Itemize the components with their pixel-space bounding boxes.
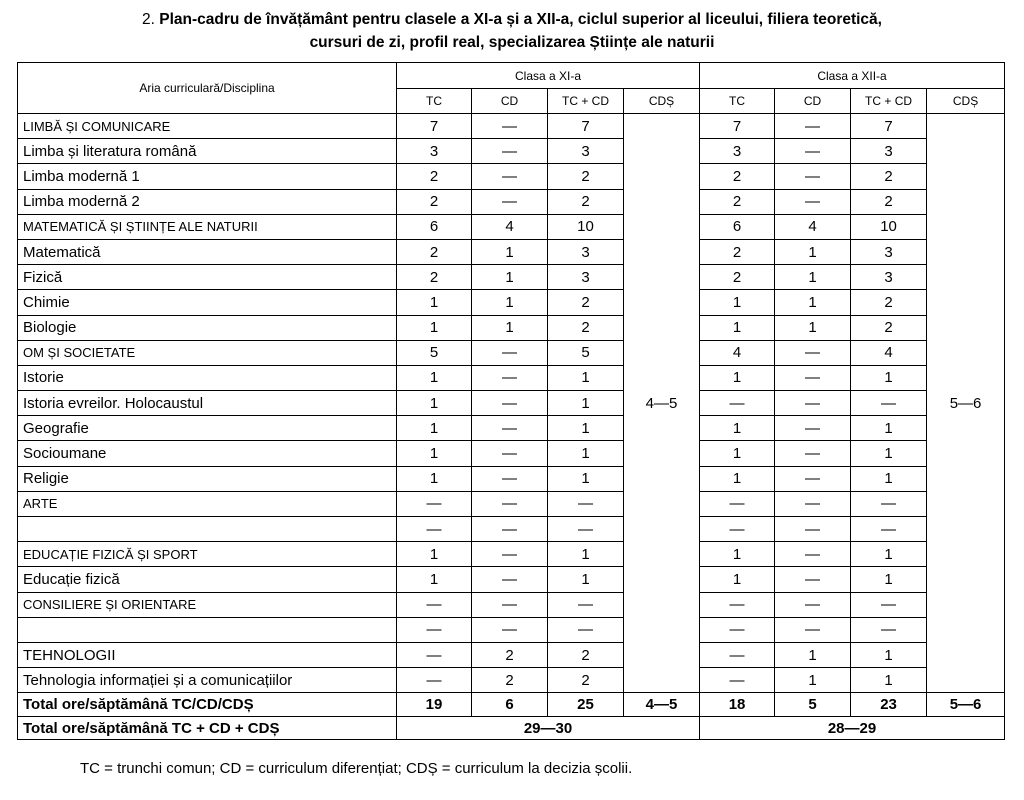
table-row [18, 642, 1005, 667]
total-label-2: Total ore/săptămână TC + CD + CDȘ [18, 717, 397, 740]
cell-value: 1 [700, 441, 775, 466]
cell-value: 3 [700, 139, 775, 164]
cell-value: 4 [851, 340, 927, 365]
cell-value: 1 [548, 391, 624, 416]
cell-value: 2 [548, 642, 624, 667]
discipline-name: Geografie [18, 416, 397, 441]
discipline-name: Religie [18, 466, 397, 491]
title-line-1 [0, 8, 1024, 31]
cell-value: 7 [851, 114, 927, 139]
cell-value: — [397, 642, 472, 667]
cell-value: — [472, 617, 548, 642]
cell-value: 1 [851, 365, 927, 390]
header-col: CD [775, 89, 851, 114]
table-row [18, 592, 1005, 617]
cell-value: 1 [700, 542, 775, 567]
table-row [18, 542, 1005, 567]
header-col: TC [397, 89, 472, 114]
discipline-name: Educație fizică [18, 567, 397, 592]
cell-value: — [700, 668, 775, 693]
cell-value: 2 [397, 239, 472, 264]
cell-value: 1 [775, 668, 851, 693]
cell-value: 6 [397, 214, 472, 239]
cell-value: 3 [548, 239, 624, 264]
title-text-1: Plan-cadru de învățământ pentru clasele a XI-a și a XII-a, ciclul superior al liceului, filiera teoretică, [159, 11, 882, 28]
cell-value: — [472, 114, 548, 139]
cell-value: 1 [851, 542, 927, 567]
cell-value: — [775, 592, 851, 617]
table-row [18, 265, 1005, 290]
cell-value: 2 [700, 164, 775, 189]
cell-value: — [775, 517, 851, 542]
table-row [18, 164, 1005, 189]
cell-value: 1 [700, 466, 775, 491]
cell-value: — [472, 441, 548, 466]
total-value: 5—6 [927, 693, 1005, 717]
cell-value: 2 [700, 239, 775, 264]
discipline-name: Istoria evreilor. Holocaustul [18, 391, 397, 416]
cell-value: 7 [397, 114, 472, 139]
cell-value: — [397, 617, 472, 642]
table-row [18, 114, 1005, 139]
total-value: 6 [472, 693, 548, 717]
total-value: 18 [700, 693, 775, 717]
cell-value: — [397, 491, 472, 516]
cell-value: 3 [397, 139, 472, 164]
discipline-name [18, 617, 397, 642]
table-row [18, 315, 1005, 340]
document-title [0, 8, 1024, 54]
cell-value: 6 [700, 214, 775, 239]
total-class-12: 28—29 [700, 717, 1005, 740]
header-col: TC [700, 89, 775, 114]
cell-value: 2 [548, 164, 624, 189]
discipline-name: Socioumane [18, 441, 397, 466]
cell-value: 1 [397, 315, 472, 340]
cell-value: — [472, 391, 548, 416]
cell-value: — [775, 542, 851, 567]
cell-value: — [472, 542, 548, 567]
cell-value: 2 [548, 189, 624, 214]
discipline-name: Chimie [18, 290, 397, 315]
table-row [18, 567, 1005, 592]
cell-value: — [775, 114, 851, 139]
cell-value: 5 [397, 340, 472, 365]
cell-value: — [775, 139, 851, 164]
header-col: TC + CD [851, 89, 927, 114]
cell-value: 1 [472, 290, 548, 315]
table-row [18, 391, 1005, 416]
cell-value: — [851, 391, 927, 416]
cell-value: — [775, 441, 851, 466]
cell-value: — [472, 517, 548, 542]
cell-value: — [775, 340, 851, 365]
cell-value: 1 [397, 365, 472, 390]
cell-value: 1 [700, 290, 775, 315]
cell-value: 1 [851, 668, 927, 693]
cell-value: 2 [851, 315, 927, 340]
cell-value: 3 [851, 139, 927, 164]
cell-value: 1 [397, 466, 472, 491]
cell-value: — [851, 592, 927, 617]
cell-value: 2 [548, 290, 624, 315]
cell-value: — [700, 592, 775, 617]
cell-value: 2 [851, 189, 927, 214]
cell-value: 1 [472, 315, 548, 340]
cell-value: 1 [851, 441, 927, 466]
cell-value: 3 [851, 239, 927, 264]
cell-value: — [472, 164, 548, 189]
header-col: TC + CD [548, 89, 624, 114]
table-row [18, 517, 1005, 542]
cell-value: 1 [775, 239, 851, 264]
cell-value: — [472, 466, 548, 491]
cell-value: 1 [397, 416, 472, 441]
discipline-name: Tehnologia informației și a comunicațiilor [18, 668, 397, 693]
table-row [18, 239, 1005, 264]
cell-value: 1 [775, 290, 851, 315]
cell-value: 2 [397, 164, 472, 189]
total-label-1: Total ore/săptămână TC/CD/CDȘ [18, 693, 397, 717]
cds-class-11: 4—5 [624, 114, 700, 693]
cell-value: — [472, 567, 548, 592]
cell-value: 2 [472, 668, 548, 693]
cell-value: — [548, 617, 624, 642]
cell-value: 2 [548, 315, 624, 340]
discipline-name [18, 517, 397, 542]
cell-value: 2 [700, 189, 775, 214]
cell-value: — [775, 416, 851, 441]
cds-class-12: 5—6 [927, 114, 1005, 693]
cell-value: — [775, 391, 851, 416]
cell-value: — [775, 617, 851, 642]
cell-value: 2 [851, 164, 927, 189]
cell-value: 1 [548, 441, 624, 466]
discipline-name: Matematică [18, 239, 397, 264]
discipline-name: CONSILIERE ȘI ORIENTARE [18, 592, 397, 617]
total-value: 19 [397, 693, 472, 717]
cell-value: — [775, 365, 851, 390]
total-class-11: 29—30 [397, 717, 700, 740]
cell-value: 10 [548, 214, 624, 239]
cell-value: — [700, 491, 775, 516]
cell-value: 5 [548, 340, 624, 365]
cell-value: 1 [548, 567, 624, 592]
cell-value: — [548, 517, 624, 542]
cell-value: 1 [700, 315, 775, 340]
cell-value: — [548, 491, 624, 516]
cell-value: — [700, 517, 775, 542]
cell-value: — [700, 617, 775, 642]
cell-value: 1 [775, 265, 851, 290]
title-number: 2. [142, 11, 155, 28]
cell-value: 4 [775, 214, 851, 239]
total-value: 25 [548, 693, 624, 717]
title-text-2: cursuri de zi, profil real, specializarea Științe ale naturii [309, 34, 715, 51]
cell-value: 1 [397, 391, 472, 416]
cell-value: 1 [851, 642, 927, 667]
header-class-11: Clasa a XI-a [397, 63, 700, 89]
cell-value: 4 [700, 340, 775, 365]
cell-value: — [548, 592, 624, 617]
discipline-name: TEHNOLOGII [18, 642, 397, 667]
total-row-1 [18, 693, 1005, 717]
total-value: 23 [851, 693, 927, 717]
curriculum-table [17, 62, 1005, 740]
cell-value: 1 [397, 567, 472, 592]
table-row [18, 139, 1005, 164]
cell-value: — [472, 491, 548, 516]
table-row [18, 466, 1005, 491]
table-row [18, 617, 1005, 642]
cell-value: — [775, 189, 851, 214]
cell-value: 1 [548, 416, 624, 441]
cell-value: — [775, 491, 851, 516]
cell-value: 10 [851, 214, 927, 239]
cell-value: — [851, 517, 927, 542]
cell-value: — [397, 592, 472, 617]
cell-value: — [472, 365, 548, 390]
cell-value: — [397, 517, 472, 542]
header-col: CDȘ [927, 89, 1005, 114]
discipline-name: Limba și literatura română [18, 139, 397, 164]
cell-value: 1 [397, 290, 472, 315]
cell-value: 2 [700, 265, 775, 290]
header-class-12: Clasa a XII-a [700, 63, 1005, 89]
cell-value: 1 [548, 365, 624, 390]
table-row [18, 416, 1005, 441]
cell-value: 3 [548, 265, 624, 290]
cell-value: 2 [397, 265, 472, 290]
cell-value: 1 [472, 239, 548, 264]
cell-value: 4 [472, 214, 548, 239]
header-area: Aria curriculară/Disciplina [18, 63, 397, 114]
cell-value: 1 [851, 567, 927, 592]
cell-value: 1 [775, 315, 851, 340]
cell-value: 7 [548, 114, 624, 139]
cell-value: 7 [700, 114, 775, 139]
total-row-2 [18, 717, 1005, 740]
discipline-name: Biologie [18, 315, 397, 340]
table-row [18, 290, 1005, 315]
total-value: 5 [775, 693, 851, 717]
cell-value: — [775, 466, 851, 491]
cell-value: — [775, 164, 851, 189]
header-col: CDȘ [624, 89, 700, 114]
cell-value: 2 [851, 290, 927, 315]
cell-value: 2 [548, 668, 624, 693]
cell-value: 1 [397, 441, 472, 466]
cell-value: — [775, 567, 851, 592]
discipline-name: Limba modernă 1 [18, 164, 397, 189]
cell-value: 1 [700, 365, 775, 390]
cell-value: 3 [548, 139, 624, 164]
discipline-name: Istorie [18, 365, 397, 390]
cell-value: 1 [775, 642, 851, 667]
cell-value: — [700, 391, 775, 416]
cell-value: 1 [548, 466, 624, 491]
cell-value: — [397, 668, 472, 693]
discipline-name: LIMBĂ ȘI COMUNICARE [18, 114, 397, 139]
cell-value: 1 [700, 567, 775, 592]
discipline-name: OM ȘI SOCIETATE [18, 340, 397, 365]
cell-value: 3 [851, 265, 927, 290]
discipline-name: MATEMATICĂ ȘI ȘTIINȚE ALE NATURII [18, 214, 397, 239]
table-row [18, 491, 1005, 516]
discipline-name: Fizică [18, 265, 397, 290]
cell-value: 2 [397, 189, 472, 214]
cell-value: — [472, 416, 548, 441]
total-value: 4—5 [624, 693, 700, 717]
header-col: CD [472, 89, 548, 114]
cell-value: — [851, 491, 927, 516]
table-row [18, 365, 1005, 390]
cell-value: 1 [397, 542, 472, 567]
discipline-name: ARTE [18, 491, 397, 516]
cell-value: — [472, 139, 548, 164]
cell-value: 1 [472, 265, 548, 290]
table-row [18, 668, 1005, 693]
cell-value: 1 [548, 542, 624, 567]
table-row [18, 441, 1005, 466]
cell-value: — [472, 340, 548, 365]
cell-value: 1 [851, 466, 927, 491]
cell-value: 2 [472, 642, 548, 667]
table-row [18, 340, 1005, 365]
legend: TC = trunchi comun; CD = curriculum diferențiat; CDȘ = curriculum la decizia școlii. [80, 760, 633, 777]
table-row [18, 214, 1005, 239]
cell-value: — [472, 592, 548, 617]
cell-value: 1 [851, 416, 927, 441]
discipline-name: Limba modernă 2 [18, 189, 397, 214]
cell-value: — [700, 642, 775, 667]
cell-value: 1 [700, 416, 775, 441]
discipline-name: EDUCAȚIE FIZICĂ ȘI SPORT [18, 542, 397, 567]
cell-value: — [851, 617, 927, 642]
cell-value: — [472, 189, 548, 214]
table-row [18, 189, 1005, 214]
